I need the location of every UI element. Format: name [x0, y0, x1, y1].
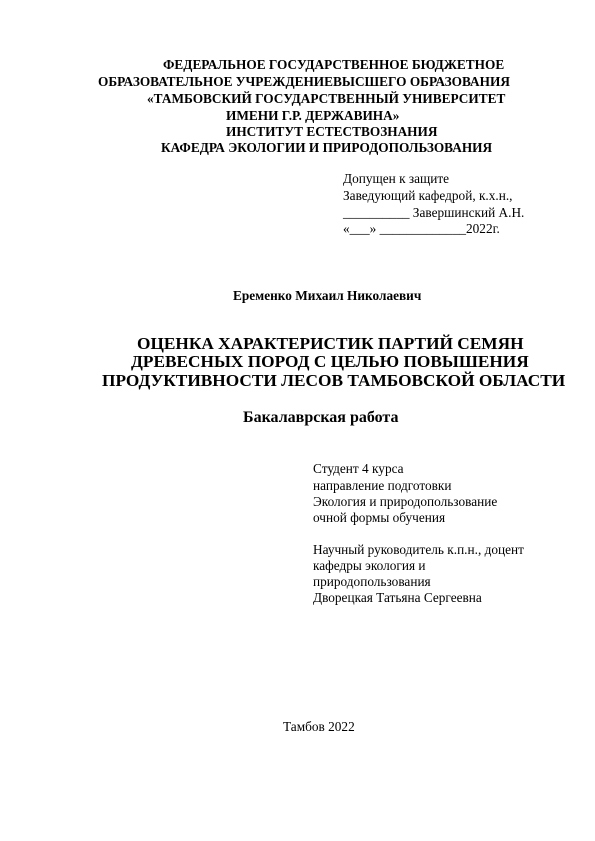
approval-admitted: Допущен к защите [343, 171, 450, 186]
supervisor-department-cont: природопользования [313, 574, 431, 589]
supervisor-department: кафедры экология и [313, 558, 426, 573]
supervisor-name: Дворецкая Татьяна Сергеевна [313, 590, 482, 605]
student-direction-label: направление подготовки [313, 478, 452, 493]
student-direction-value: Экология и природопользование [313, 494, 498, 509]
header-line-university: «ТАМБОВСКИЙ ГОСУДАРСТВЕННЫЙ УНИВЕРСИТЕТ [147, 91, 506, 106]
header-line-department: КАФЕДРА ЭКОЛОГИИ И ПРИРОДОПОЛЬЗОВАНИЯ [161, 140, 493, 155]
approval-date-line: «___» _____________2022г. [343, 221, 500, 236]
header-line-institution: ОБРАЗОВАТЕЛЬНОЕ УЧРЕЖДЕНИЕВЫСШЕГО ОБРАЗОВАНИЯ [98, 74, 510, 89]
student-study-form: очной формы обучения [313, 510, 446, 525]
title-line-3: ПРОДУКТИВНОСТИ ЛЕСОВ ТАМБОВСКОЙ ОБЛАСТИ [102, 371, 566, 390]
title-line-1: ОЦЕНКА ХАРАКТЕРИСТИК ПАРТИЙ СЕМЯН [137, 334, 524, 353]
student-course: Студент 4 курса [313, 461, 404, 476]
title-line-2: ДРЕВЕСНЫХ ПОРОД С ЦЕЛЬЮ ПОВЫШЕНИЯ [131, 352, 529, 371]
supervisor-title: Научный руководитель к.п.н., доцент [313, 542, 524, 557]
header-line-institute: ИНСТИТУТ ЕСТЕСТВОЗНАНИЯ [226, 124, 438, 139]
header-line-federal: ФЕДЕРАЛЬНОЕ ГОСУДАРСТВЕННОЕ БЮДЖЕТНОЕ [163, 57, 505, 72]
work-type: Бакалаврская работа [243, 409, 399, 426]
footer-city-year: Тамбов 2022 [283, 719, 355, 734]
approval-signature-line: __________ Завершинский А.Н. [343, 205, 525, 220]
header-line-named-after: ИМЕНИ Г.Р. ДЕРЖАВИНА» [226, 108, 400, 123]
author-name: Еременко Михаил Николаевич [233, 288, 422, 303]
approval-head-of-department: Заведующий кафедрой, к.х.н., [343, 188, 513, 203]
